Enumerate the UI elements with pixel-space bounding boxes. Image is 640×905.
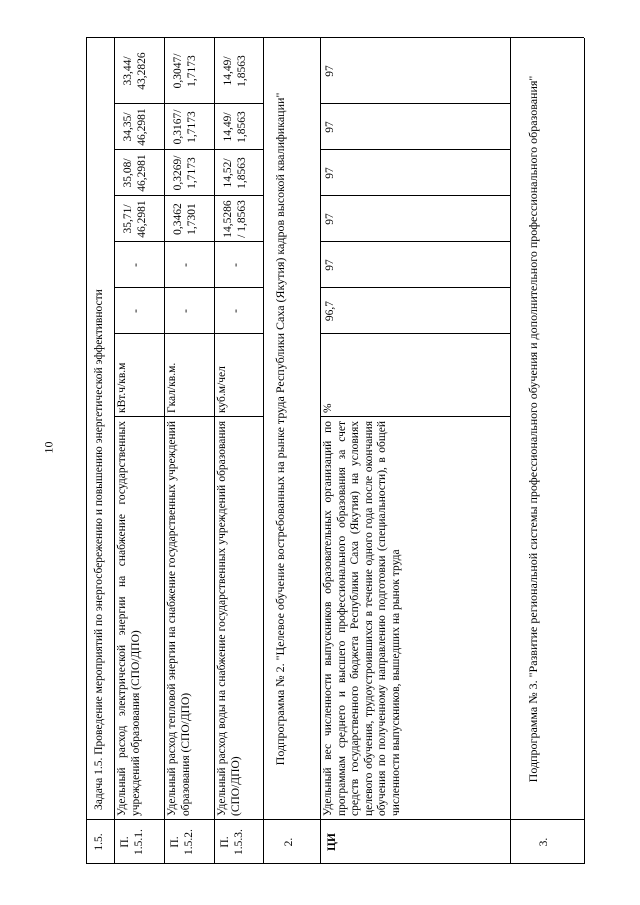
row-description: Удельный расход тепловой энергии на снабжение государственных учреждений образования (СПО/ДПО): [166, 421, 192, 816]
row-number: П. 1.5.2.: [169, 829, 195, 855]
indicator-number: ЦИ: [326, 833, 338, 851]
row-value: -: [180, 309, 192, 313]
indicator-value: 97: [324, 259, 336, 271]
row-value: -: [130, 309, 142, 313]
task-number: 1.5.: [93, 833, 105, 851]
indicator-value: 97: [324, 167, 336, 179]
row-value: -: [130, 263, 142, 267]
subprogram-title: Подпрограмма № 3. "Развитие региональной системы профессионального обучения и дополнительного профессионального образования": [526, 75, 540, 783]
indicator-unit: %: [322, 403, 334, 413]
row-value: 35,71/ 46,2981: [122, 200, 148, 238]
row-value: 0,3167/ 1,7173: [172, 109, 198, 145]
indicator-value: 97: [324, 213, 336, 225]
row-value: 34,35/ 46,2981: [122, 108, 148, 146]
row-value: -: [230, 309, 242, 313]
page-number: 10: [41, 441, 56, 454]
row-value: 0,3462 1,7301: [172, 203, 198, 235]
row-value: 14,52/ 1,8563: [222, 157, 248, 189]
row-value: -: [180, 263, 192, 267]
subprogram-number: 2.: [283, 837, 295, 847]
row-number: П. 1.5.1.: [119, 829, 145, 855]
subprogram-title: Подпрограмма № 2. "Целевое обучение востребованных на рынке труда Республики Саха (Якутия) кадров высокой квалификации": [273, 92, 287, 766]
row-value: 14,5286 / 1,8563: [222, 200, 248, 238]
row-unit: куб.м/чел: [216, 366, 228, 413]
row-description: Удельный расход электрической энергии на снабжение государственных учреждений образования (СПО/ДПО): [116, 421, 142, 816]
row-value: 0,3047/ 1,7173: [172, 53, 198, 89]
task-title: Задача 1.5. Проведение мероприятий по энергосбережению и повышению энергетической эффективности: [93, 289, 105, 810]
row-description: Удельный расход воды на снабжение государственных учреждений образования (СПО/ДПО): [216, 421, 242, 816]
row-value: 33,44/ 43,2826: [122, 52, 148, 90]
indicator-value: 96,7: [324, 300, 336, 322]
row-value: -: [230, 263, 242, 267]
row-number: П. 1.5.3.: [219, 829, 245, 855]
indicator-value: 97: [324, 121, 336, 133]
row-value: 14,49/ 1,8563: [222, 111, 248, 143]
indicator-description: Удельный вес численности выпускников образовательных организаций по программам среднего и высшего профессионального образования за счет средств государственного бюджета Республики Саха (Якутия) на условиях целевого обучения, трудоустроившихся в течение одного года после окончания обучения по полученному направлению подготовки (специальности), в общей численности выпускников, вышедших на рынок труда: [322, 421, 402, 816]
row-value: 14,49/ 1,8563: [222, 55, 248, 87]
row-value: 0,3269/ 1,7173: [172, 155, 198, 191]
row-unit: Гкал/кв.м.: [166, 362, 178, 413]
document-table: [86, 38, 584, 864]
row-unit: кВт.ч/кв.м: [116, 362, 128, 413]
row-value: 35,08/ 46,2981: [122, 154, 148, 192]
subprogram-number: 3.: [538, 837, 550, 847]
indicator-value: 97: [324, 65, 336, 77]
